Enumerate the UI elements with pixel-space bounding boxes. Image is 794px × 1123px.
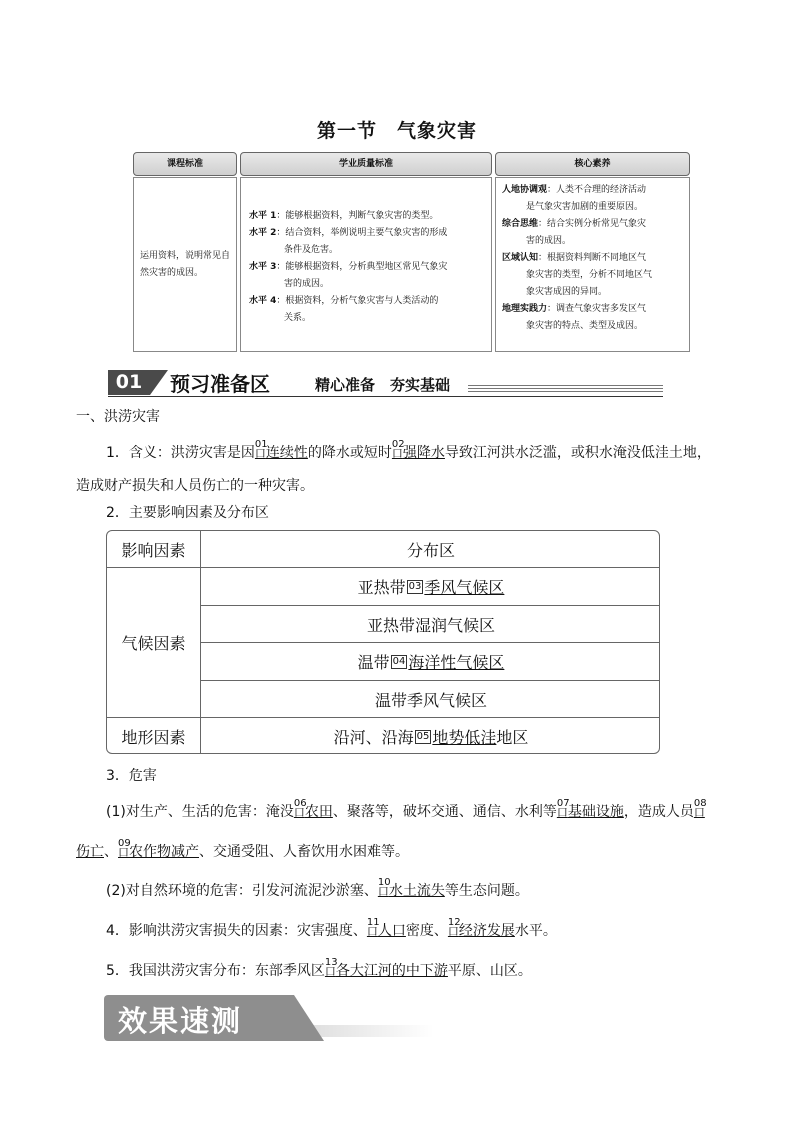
distribution-table: 影响因素 分布区 气候因素 亚热带 03 季风气候区 亚热带湿润气候区 温带 04 海洋性气候区 温带季风气候区 地形因素 沿河、沿海 05 地势低洼 地区 <box>106 530 660 754</box>
dist-row-2: 亚热带湿润气候区 <box>201 606 660 643</box>
loss-factors-line: 4．影响洪涝灾害损失的因素：灾害强度、 11 口人口密度、 12 口经济发展水平。 <box>106 917 557 939</box>
section-title: 预习准备区 <box>170 372 270 396</box>
definition-line: 1．含义：洪涝灾害是因 01 口连续性的降水或短时 02 口强降水导致江河洪水泛滥，或积水淹没低洼土地， <box>106 439 711 461</box>
course-standard-column <box>133 152 237 352</box>
course-standard-text: 运用资料，说明常见自然灾害的成因。 <box>140 250 231 278</box>
flood-heading: 一、洪涝灾害 <box>76 409 160 425</box>
section-banner <box>108 367 663 399</box>
effect-test-label: 效果速测 <box>118 1004 243 1038</box>
literacy-item-1: 人地协调观：人类不合理的经济活动 <box>502 185 647 195</box>
literacy-column: 核心素养 人地协调观：人类不合理的经济活动 是气象灾害加剧的重要原因。 综合思维：结合实例分析常见气象灾 害的成因。 区域认知：根据资料判断不同地区气 象灾害的类型，分析不同地区气 象灾害成因的异同。 地理实践力：调查气象灾害多发区气 象灾害的特点、类型及成因。 <box>495 152 690 352</box>
header-quality-standard: 学业质量标准 <box>240 152 492 176</box>
literacy-item-3: 区域认知：根据资料判断不同地区气 <box>502 253 647 263</box>
harm-heading: 3．危害 <box>106 768 157 784</box>
literacy-item-2: 综合思维：结合实例分析常见气象灾 <box>502 219 647 229</box>
harm-line-1: (1)对生产、生活的危害：淹没 06 口农田、聚落等，破坏交通、通信、水利等 07 口基础设施，造成人员 08 口 <box>106 798 707 820</box>
dist-row-1: 亚热带 03 季风气候区 <box>201 568 660 606</box>
header-literacy: 核心素养 <box>495 152 690 176</box>
section-subtitle: 精心准备 夯实基础 <box>315 376 451 394</box>
harm-line-2: (2)对自然环境的危害：引发河流泥沙淤塞、 10 口水土流失等生态问题。 <box>106 877 529 899</box>
harm-line-1b: 伤亡、 09 口农作物减产、交通受阻、人畜饮用水困难等。 <box>76 838 409 860</box>
factors-heading: 2．主要影响因素及分布区 <box>106 505 269 521</box>
literacy-item-4: 地理实践力：调查气象灾害多发区气 <box>502 304 647 314</box>
quality-level-2: 水平 2：结合资料，举例说明主要气象灾害的形成 <box>249 228 448 238</box>
dist-row-3: 温带 04 海洋性气候区 <box>201 643 660 681</box>
dist-row-4: 温带季风气候区 <box>201 681 660 718</box>
quality-level-1: 水平 1：能够根据资料，判断气象灾害的类型。 <box>249 211 439 221</box>
quality-level-3: 水平 3：能够根据资料，分析典型地区常见气象灾 <box>249 262 448 272</box>
effect-test-banner <box>104 995 324 1041</box>
section-number: 01 <box>108 370 150 395</box>
page-title: 第一节 气象灾害 <box>316 120 477 142</box>
header-course-standard: 课程标准 <box>133 152 237 176</box>
quality-level-4: 水平 4：根据资料，分析气象灾害与人类活动的 <box>249 296 439 306</box>
dist-row-5: 沿河、沿海 05 地势低洼 地区 <box>333 728 529 747</box>
quality-column: 学业质量标准 水平 1：能够根据资料，判断气象灾害的类型。 水平 2：结合资料，举例说明主要气象灾害的形成 条件及危害。 水平 3：能够根据资料，分析典型地区常见气象灾 害的成因。 水平 4：根据资料，分析气象灾害与人类活动的 关系。 <box>240 152 492 352</box>
distribution-line: 5．我国洪涝灾害分布：东部季风区 13 口各大江河的中下游平原、山区。 <box>106 957 532 979</box>
standards-table <box>133 152 690 352</box>
